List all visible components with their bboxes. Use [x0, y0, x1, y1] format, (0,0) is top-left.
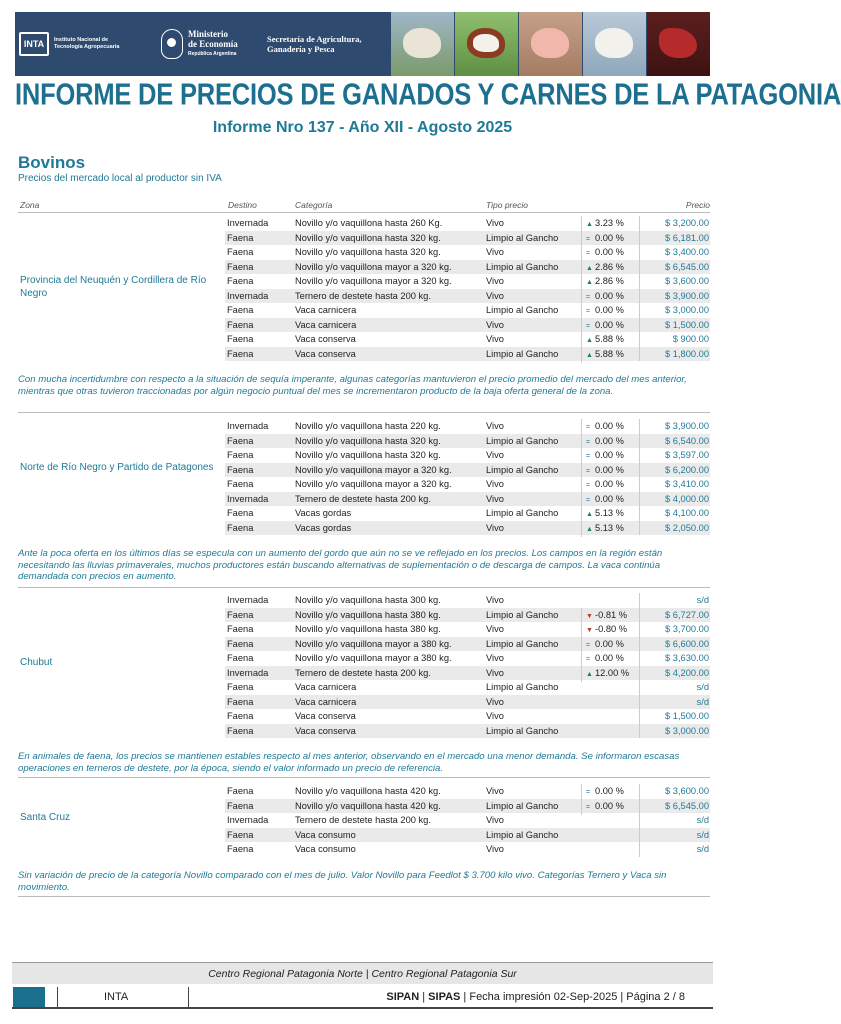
cell-categoria: Novillo y/o vaquillona hasta 320 kg. [295, 450, 441, 460]
cell-categoria: Vaca consumo [295, 829, 356, 840]
cell-tipo-precio: Vivo [486, 319, 504, 330]
table-row [225, 260, 710, 275]
cell-tipo-precio: Limpio al Gancho [486, 464, 559, 475]
meat-photo [646, 12, 710, 76]
cell-tipo-precio: Vivo [486, 786, 504, 796]
pig-photo [518, 12, 582, 76]
cell-variacion [581, 347, 637, 364]
cell-tipo-precio: Limpio al Gancho [486, 682, 559, 692]
zone-divider [18, 896, 710, 897]
cell-destino: Faena [227, 653, 254, 663]
table-row [225, 680, 710, 695]
cell-tipo-precio: Limpio al Gancho [486, 609, 559, 620]
cell-tipo-precio: Limpio al Gancho [486, 829, 559, 840]
cell-precio: s/d [639, 593, 710, 608]
ministerio-brand [161, 12, 263, 76]
footer-inta: INTA [104, 991, 129, 1003]
sheep-photo [390, 12, 454, 76]
variacion-value: 0.00 % [595, 435, 624, 446]
cell-precio: $ 3,700.00 [639, 622, 710, 637]
cell-categoria: Novillo y/o vaquillona hasta 380 kg. [295, 609, 441, 620]
table-row [225, 463, 710, 478]
trend-eq-icon: = [586, 453, 591, 460]
cell-destino: Faena [227, 696, 254, 707]
footer-sipas: SIPAS [428, 991, 461, 1003]
trend-eq-icon: = [586, 656, 591, 663]
cell-precio: $ 6,200.00 [639, 463, 710, 478]
zone-name: Norte de Río Negro y Partido de Patagones [20, 462, 214, 473]
cell-tipo-precio: Vivo [486, 815, 504, 825]
cell-destino: Faena [227, 800, 254, 811]
table-row [225, 318, 710, 333]
footer-print-info [386, 985, 685, 1009]
cell-categoria: Novillo y/o vaquillona hasta 320 kg. [295, 435, 441, 446]
cell-categoria: Vaca conserva [295, 348, 356, 359]
trend-eq-icon: = [586, 789, 591, 796]
cell-precio: s/d [639, 828, 710, 843]
trend-up-icon: ▲ [586, 351, 593, 359]
cell-destino: Faena [227, 334, 254, 344]
cell-tipo-precio: Limpio al Gancho [486, 508, 559, 518]
cell-precio: $ 4,000.00 [639, 492, 710, 507]
trend-up-icon: ▲ [586, 670, 593, 678]
cell-precio: $ 3,900.00 [639, 419, 710, 434]
cell-categoria: Vaca carnicera [295, 682, 357, 692]
cell-categoria: Vaca conserva [295, 334, 356, 344]
cell-precio: $ 3,600.00 [639, 784, 710, 799]
cell-precio: s/d [639, 842, 710, 857]
cell-categoria: Vaca conserva [295, 725, 356, 736]
cell-destino: Faena [227, 786, 254, 796]
cell-precio: $ 3,597.00 [639, 448, 710, 463]
table-row [225, 813, 710, 828]
cell-precio: $ 900.00 [639, 332, 710, 347]
variacion-value: 5.88 % [595, 334, 624, 344]
trend-eq-icon: = [586, 424, 591, 431]
variacion-value: 0.00 % [595, 450, 624, 460]
argentina-shield-icon [161, 29, 183, 59]
report-title: INFORME DE PRECIOS DE GANADOS Y CARNES DE LA PATAGONIA [15, 78, 841, 112]
trend-eq-icon: = [586, 467, 591, 475]
cell-precio: $ 6,545.00 [639, 260, 710, 275]
trend-up-icon: ▲ [586, 279, 593, 286]
cell-destino: Faena [227, 464, 254, 475]
cell-tipo-precio: Limpio al Gancho [486, 800, 559, 811]
cell-categoria: Vaca conserva [295, 711, 356, 721]
trend-up-icon: ▲ [586, 525, 593, 533]
cell-categoria: Vaca carnicera [295, 305, 357, 315]
header-banner [15, 12, 710, 76]
trend-eq-icon: = [586, 438, 591, 446]
table-row [225, 637, 710, 652]
cell-destino: Faena [227, 261, 254, 272]
table-row [225, 419, 710, 434]
cell-tipo-precio: Vivo [486, 421, 504, 431]
trend-up-icon: ▲ [586, 511, 593, 518]
cell-tipo-precio: Limpio al Gancho [486, 261, 559, 272]
table-row [225, 666, 710, 681]
footer-color-block [13, 987, 45, 1007]
cell-precio: s/d [639, 695, 710, 710]
trend-eq-icon: = [586, 482, 591, 489]
zone-divider [18, 587, 710, 588]
cell-destino: Faena [227, 276, 254, 286]
inta-logo: INTA [19, 32, 49, 56]
cell-destino: Faena [227, 522, 254, 533]
cell-categoria: Ternero de destete hasta 200 kg. [295, 290, 431, 301]
table-row [225, 289, 710, 304]
variacion-value: 0.00 % [595, 421, 624, 431]
cell-destino: Faena [227, 638, 254, 649]
variacion-value: 0.00 % [595, 319, 624, 330]
cell-categoria: Novillo y/o vaquillona hasta 320 kg. [295, 247, 441, 257]
cell-tipo-precio: Vivo [486, 696, 504, 707]
cell-tipo-precio: Vivo [486, 450, 504, 460]
cell-destino: Faena [227, 829, 254, 840]
table-row [225, 608, 710, 623]
variacion-value: 0.00 % [595, 305, 624, 315]
cell-tipo-precio: Vivo [486, 522, 504, 533]
variacion-value: 0.00 % [595, 464, 624, 475]
cell-categoria: Vacas gordas [295, 522, 352, 533]
cell-destino: Faena [227, 232, 254, 243]
cell-categoria: Novillo y/o vaquillona hasta 420 kg. [295, 800, 441, 811]
cell-destino: Invernada [227, 815, 269, 825]
zone-comment: Con mucha incertidumbre con respecto a la situación de sequía imperante, algunas categorías mantuvieron el precio promedio del mercado del mes anterior, mientras que otras tuvieron traccionadas por algún negocio puntual del mes se incrementaron producto de la baja oferta general de la zona. [18, 374, 687, 397]
table-row [225, 434, 710, 449]
cell-tipo-precio: Vivo [486, 653, 504, 663]
cell-destino: Faena [227, 305, 254, 315]
cell-precio: $ 4,100.00 [639, 506, 710, 521]
cell-destino: Invernada [227, 667, 269, 678]
variacion-value: 0.00 % [595, 290, 624, 301]
cell-categoria: Novillo y/o vaquillona hasta 380 kg. [295, 624, 441, 634]
table-row [225, 724, 710, 739]
trend-eq-icon: = [586, 322, 591, 330]
cell-categoria: Novillo y/o vaquillona hasta 300 kg. [295, 595, 441, 605]
zone-name: Santa Cruz [20, 812, 71, 823]
table-row [225, 448, 710, 463]
footer-centers: Centro Regional Patagonia Norte | Centro Regional Patagonia Sur [12, 962, 713, 984]
inta-name-line2: Tecnología Agropecuaria [54, 44, 120, 50]
cell-precio: $ 3,200.00 [639, 216, 710, 231]
inta-brand [19, 12, 157, 76]
cell-precio: $ 1,500.00 [639, 709, 710, 724]
cell-destino: Faena [227, 450, 254, 460]
cell-destino: Faena [227, 624, 254, 634]
cell-destino: Invernada [227, 218, 269, 228]
secretaria-brand [267, 12, 389, 76]
table-row [225, 842, 710, 857]
col-header-precio: Precio [685, 200, 710, 210]
cell-destino: Faena [227, 508, 254, 518]
variacion-value: 5.88 % [595, 348, 624, 359]
section-subtitle: Precios del mercado local al productor sin IVA [18, 173, 222, 184]
col-header-categoria: Categoría [295, 200, 333, 210]
trend-eq-icon: = [586, 308, 591, 315]
zone-name: Provincia del Neuquén y Cordillera de Río Negro [20, 275, 207, 299]
cell-destino: Faena [227, 725, 254, 736]
cell-categoria: Ternero de destete hasta 200 kg. [295, 667, 431, 678]
cell-tipo-precio: Vivo [486, 844, 504, 854]
variacion-value: 0.00 % [595, 638, 624, 649]
trend-up-icon: ▲ [586, 264, 593, 272]
cell-destino: Invernada [227, 290, 269, 301]
cell-precio: $ 6,181.00 [639, 231, 710, 246]
cell-precio: $ 3,000.00 [639, 303, 710, 318]
goat-photo [582, 12, 646, 76]
variacion-value: 2.86 % [595, 276, 624, 286]
cell-precio: $ 3,000.00 [639, 724, 710, 739]
cell-precio: $ 3,630.00 [639, 651, 710, 666]
table-row [225, 521, 710, 536]
trend-eq-icon: = [586, 250, 591, 257]
table-row [225, 216, 710, 231]
secretaria-line1: Secretaría de Agricultura, [267, 34, 362, 44]
cell-tipo-precio: Limpio al Gancho [486, 305, 559, 315]
cell-tipo-precio: Vivo [486, 247, 504, 257]
cell-precio: s/d [639, 680, 710, 695]
col-header-tipo: Tipo precio [486, 200, 528, 210]
cell-destino: Invernada [227, 493, 269, 504]
variacion-value: 0.00 % [595, 247, 624, 257]
cell-precio: $ 3,410.00 [639, 477, 710, 492]
variacion-value: 2.86 % [595, 261, 624, 272]
animal-photos [390, 12, 710, 76]
cell-categoria: Novillo y/o vaquillona mayor a 380 kg. [295, 653, 452, 663]
cell-tipo-precio: Vivo [486, 334, 504, 344]
table-row [225, 593, 710, 608]
cell-categoria: Ternero de destete hasta 200 kg. [295, 815, 431, 825]
cell-destino: Faena [227, 247, 254, 257]
cell-destino: Faena [227, 711, 254, 721]
cell-destino: Faena [227, 435, 254, 446]
cell-tipo-precio: Limpio al Gancho [486, 638, 559, 649]
cell-tipo-precio: Vivo [486, 479, 504, 489]
section-title: Bovinos [18, 153, 86, 172]
cell-destino: Faena [227, 348, 254, 359]
variacion-value: 5.13 % [595, 508, 624, 518]
zone-name: Chubut [20, 657, 53, 668]
cell-tipo-precio: Vivo [486, 595, 504, 605]
cell-tipo-precio: Vivo [486, 218, 504, 228]
cell-precio: $ 6,545.00 [639, 799, 710, 814]
cell-categoria: Vaca carnicera [295, 319, 357, 330]
col-header-zona: Zona [20, 200, 40, 210]
cell-variacion [581, 521, 637, 538]
col-header-destino: Destino [228, 200, 257, 210]
cell-precio: $ 6,540.00 [639, 434, 710, 449]
cell-categoria: Novillo y/o vaquillona mayor a 320 kg. [295, 261, 452, 272]
table-row [225, 303, 710, 318]
cell-precio: $ 6,727.00 [639, 608, 710, 623]
trend-down-icon: ▼ [586, 627, 593, 634]
cell-categoria: Vacas gordas [295, 508, 352, 518]
table-row [225, 245, 710, 260]
ministerio-line1: Ministerio [188, 29, 228, 39]
ministerio-line2: de Economía [188, 39, 238, 49]
cell-precio: $ 3,600.00 [639, 274, 710, 289]
cell-tipo-precio: Limpio al Gancho [486, 435, 559, 446]
cell-categoria: Novillo y/o vaquillona hasta 420 kg. [295, 786, 441, 796]
cell-categoria: Ternero de destete hasta 200 kg. [295, 493, 431, 504]
cell-destino: Faena [227, 319, 254, 330]
trend-eq-icon: = [586, 496, 591, 504]
table-row [225, 828, 710, 843]
variacion-value: 0.00 % [595, 232, 624, 243]
variacion-value: 0.00 % [595, 653, 624, 663]
cell-destino: Invernada [227, 595, 269, 605]
cell-precio: $ 3,400.00 [639, 245, 710, 260]
trend-eq-icon: = [586, 235, 591, 243]
variacion-value: 0.00 % [595, 493, 624, 504]
trend-down-icon: ▼ [586, 612, 593, 620]
cell-tipo-precio: Vivo [486, 624, 504, 634]
cell-tipo-precio: Limpio al Gancho [486, 348, 559, 359]
cell-tipo-precio: Vivo [486, 290, 504, 301]
cell-precio: $ 1,500.00 [639, 318, 710, 333]
variacion-value: -0.81 % [595, 609, 628, 620]
cell-destino: Faena [227, 609, 254, 620]
table-row [225, 347, 710, 362]
cell-categoria: Novillo y/o vaquillona hasta 320 kg. [295, 232, 441, 243]
trend-up-icon: ▲ [586, 221, 593, 228]
footer-bar [12, 985, 713, 1009]
cell-categoria: Novillo y/o vaquillona mayor a 320 kg. [295, 464, 452, 475]
table-row [225, 651, 710, 666]
cow-photo [454, 12, 518, 76]
table-row [225, 709, 710, 724]
zone-divider [18, 777, 710, 778]
zone-comment: Sin variación de precio de la categoría Novillo comparado con el mes de julio. Valor Novillo para Feedlot $ 3.700 kilo vivo. Categorías Ternero y Vaca sin movimiento. [18, 870, 667, 893]
cell-tipo-precio: Limpio al Gancho [486, 725, 559, 736]
trend-eq-icon: = [586, 293, 591, 301]
table-row [225, 231, 710, 246]
variacion-value: 3.23 % [595, 218, 624, 228]
cell-precio: $ 6,600.00 [639, 637, 710, 652]
cell-precio: $ 3,900.00 [639, 289, 710, 304]
report-subtitle: Informe Nro 137 - Año XII - Agosto 2025 [212, 119, 513, 136]
variacion-value: 12.00 % [595, 667, 630, 678]
footer-divider: | [419, 991, 429, 1003]
footer-date-page: | Fecha impresión 02-Sep-2025 | Página 2 / 8 [460, 991, 685, 1003]
cell-categoria: Novillo y/o vaquillona hasta 260 Kg. [295, 218, 443, 228]
cell-destino: Faena [227, 682, 254, 692]
table-row [225, 332, 710, 347]
cell-tipo-precio: Vivo [486, 711, 504, 721]
cell-precio: $ 4,200.00 [639, 666, 710, 681]
cell-tipo-precio: Vivo [486, 667, 504, 678]
table-row [225, 274, 710, 289]
table-row [225, 784, 710, 799]
zone-divider [18, 412, 710, 413]
cell-categoria: Novillo y/o vaquillona hasta 220 kg. [295, 421, 441, 431]
table-row [225, 695, 710, 710]
ministerio-line3: República Argentina [188, 51, 237, 57]
table-row [225, 622, 710, 637]
variacion-value: 0.00 % [595, 479, 624, 489]
variacion-value: -0.80 % [595, 624, 628, 634]
cell-precio: $ 1,800.00 [639, 347, 710, 362]
table-row [225, 799, 710, 814]
cell-destino: Faena [227, 844, 254, 854]
secretaria-line2: Ganadería y Pesca [267, 44, 335, 54]
cell-tipo-precio: Vivo [486, 493, 504, 504]
zone-comment: En animales de faena, los precios se mantienen estables respecto al mes anterior, observando en el mercado una menor demanda. Se informaron escasas operaciones en terneros de destete, por la época, siendo el valor informado un precio de referencia. [18, 751, 680, 774]
cell-categoria: Vaca consumo [295, 844, 356, 854]
cell-tipo-precio: Limpio al Gancho [486, 232, 559, 243]
cell-categoria: Novillo y/o vaquillona mayor a 380 kg. [295, 638, 452, 649]
table-row [225, 477, 710, 492]
cell-categoria: Novillo y/o vaquillona mayor a 320 kg. [295, 276, 452, 286]
cell-destino: Faena [227, 479, 254, 489]
footer-sipan: SIPAN [386, 991, 420, 1003]
trend-eq-icon: = [586, 803, 591, 811]
header-divider [18, 212, 710, 213]
cell-destino: Invernada [227, 421, 269, 431]
cell-tipo-precio: Vivo [486, 276, 504, 286]
trend-eq-icon: = [586, 641, 591, 649]
trend-up-icon: ▲ [586, 337, 593, 344]
cell-precio: $ 2,050.00 [639, 521, 710, 536]
table-row [225, 506, 710, 521]
cell-categoria: Novillo y/o vaquillona mayor a 320 kg. [295, 479, 452, 489]
variacion-value: 0.00 % [595, 786, 624, 796]
zone-comment: Ante la poca oferta en los últimos días se especula con un aumento del gordo que aún no se ve reflejado en los precios. Los campos en la región están necesitando las lluvias primaverales, muchos productores están buscando alternativas de suplementación o de descarga de campos. La vaca continúa demandada con precios en aumento. [18, 548, 663, 583]
cell-precio: s/d [639, 813, 710, 828]
inta-name-line1: Instituto Nacional de [54, 37, 109, 43]
variacion-value: 5.13 % [595, 522, 624, 533]
variacion-value: 0.00 % [595, 800, 624, 811]
cell-categoria: Vaca carnicera [295, 696, 357, 707]
table-row [225, 492, 710, 507]
